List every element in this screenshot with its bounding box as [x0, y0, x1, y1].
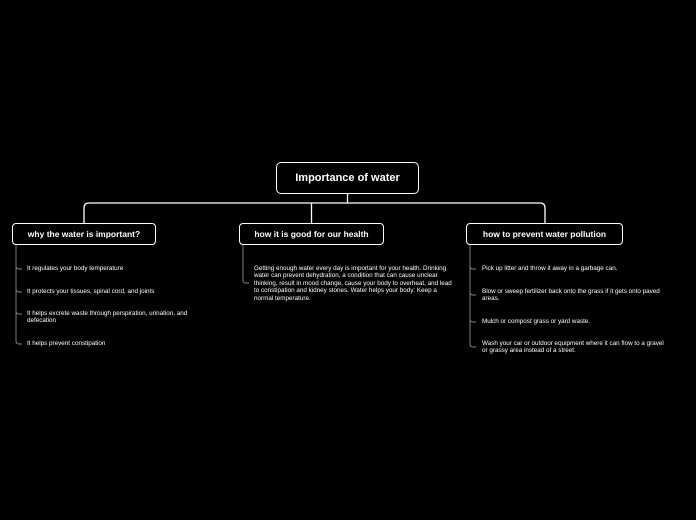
leaf-connector — [16, 245, 22, 269]
topic-node-good-for-health[interactable] — [239, 223, 384, 245]
leaf-item[interactable]: Blow or sweep fertilizer back onto the grass if it gets onto paved areas. — [482, 288, 660, 303]
root-title: Importance of water — [295, 172, 400, 184]
topic-title: how it is good for our health — [254, 229, 369, 239]
leaf-connector — [470, 292, 476, 322]
leaf-connector — [243, 245, 249, 283]
topic-title: how to prevent water pollution — [482, 229, 607, 239]
leaf-connector — [470, 266, 476, 295]
leaf-item[interactable]: Wash your car or outdoor equipment where it can flow to a gravel or grassy area instead of a street. — [482, 340, 664, 355]
leaf-connector — [470, 319, 476, 347]
topic-title: why the water is important? — [27, 229, 141, 239]
branch-line — [84, 203, 545, 223]
leaf-item[interactable]: It helps excrete waste through perspiration, urination, and defecation — [27, 310, 188, 325]
leaf-item[interactable]: It protects your tissues, spinal cord, and joints — [27, 288, 155, 295]
leaf-item[interactable]: Pick up litter and throw it away in a garbage can. — [482, 265, 618, 272]
root-node[interactable] — [276, 162, 419, 194]
leaf-connector — [16, 289, 22, 314]
leaf-item[interactable]: It regulates your body temperature — [27, 265, 124, 272]
leaf-item[interactable]: Mulch or compost grass or yard waste. — [482, 318, 591, 325]
topic-node-why-important[interactable] — [12, 223, 156, 245]
leaf-connector — [16, 311, 22, 344]
leaf-item[interactable]: Getting enough water every day is important for your health. Drinking water can prevent dehydration, a condition that can cause unclear thinking, result in mood change, cause your body to overheat, and lead to constipation and kidney stones. Water helps your body: Keep a normal temperature. — [254, 265, 452, 302]
topic-node-prevent-pollution[interactable] — [466, 223, 623, 245]
leaf-connector — [16, 266, 22, 292]
leaf-connector — [470, 245, 476, 269]
leaf-item[interactable]: It helps prevent constipation — [27, 340, 106, 347]
